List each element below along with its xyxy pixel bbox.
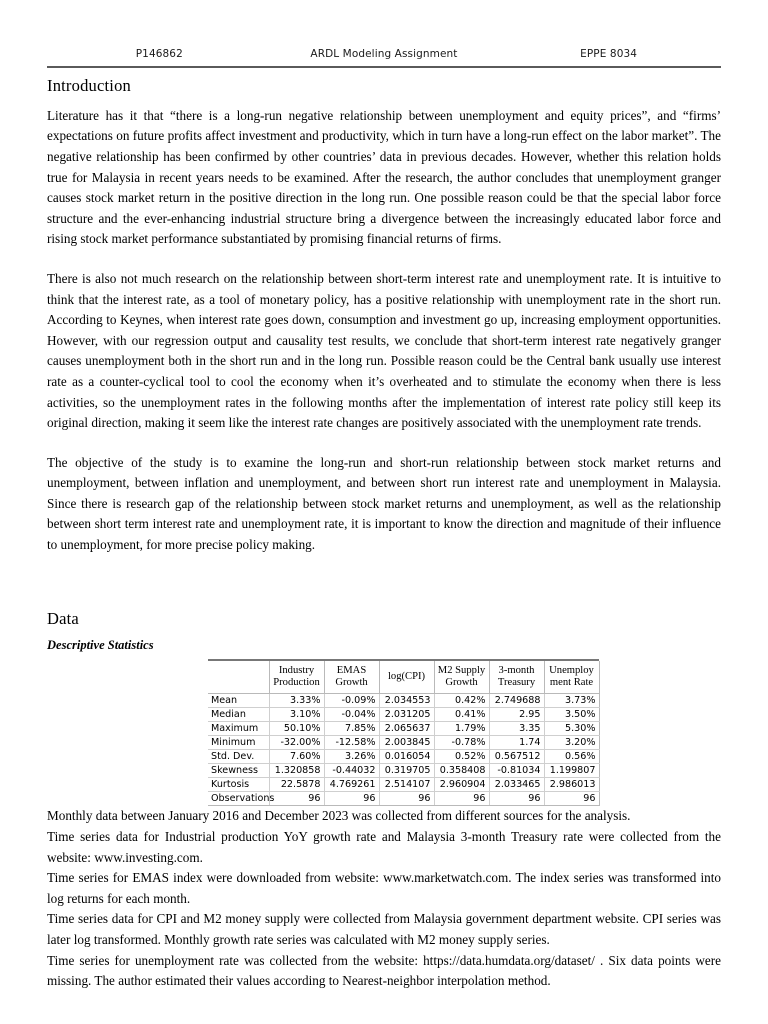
table-cell: 3.26% — [324, 750, 379, 764]
subsection-heading-descriptive-statistics: Descriptive Statistics — [47, 638, 154, 653]
row-label-minimum: Minimum — [208, 736, 269, 750]
table-cell: 2.033465 — [489, 778, 544, 792]
table-cell: 2.003845 — [379, 736, 434, 750]
column-header-industry-production: Industry Production — [269, 661, 324, 694]
table-cell: 0.52% — [434, 750, 489, 764]
column-header-log-cpi: log(CPI) — [379, 661, 434, 694]
table-cell: 3.20% — [544, 736, 599, 750]
table-header-row — [208, 661, 599, 694]
header-course-code: EPPE 8034 — [580, 48, 638, 60]
document-body — [47, 76, 721, 992]
column-header-unemployment-rate: Unemploy ment Rate — [544, 661, 599, 694]
table-cell: 0.42% — [434, 694, 489, 708]
data-note-5: Time series for unemployment rate was collected from the website: https://data.humdata.org/dataset/ . Six data points were missing. The author estimated their values according to Nearest-neighbor interpolation method. — [47, 952, 721, 989]
row-label-median: Median — [208, 708, 269, 722]
table-cell: -0.44032 — [324, 764, 379, 778]
row-label-kurtosis: Kurtosis — [208, 778, 269, 792]
table-cell: 96 — [544, 792, 599, 806]
table-cell: 96 — [489, 792, 544, 806]
data-note-2: Time series data for Industrial production YoY growth rate and Malaysia 3-month Treasury rate were collected from the website: www.investing.com. — [47, 829, 721, 865]
table-cell: 2.514107 — [379, 778, 434, 792]
table-row — [208, 750, 599, 764]
table-cell: 2.95 — [489, 708, 544, 722]
table-cell: 2.749688 — [489, 694, 544, 708]
table-cell: 2.960904 — [434, 778, 489, 792]
table-cell: 3.33% — [269, 694, 324, 708]
data-note-1: Monthly data between January 2016 and December 2023 was collected from different sources for the analysis. — [47, 808, 631, 824]
introduction-paragraph-3: The objective of the study is to examine the long-run and short-run relationship between stock market returns and unemployment, between inflation and unemployment, and between short run interest rate and unemployment in Malaysia. Since there is research gap of the relationship between stock market returns and unemployment, as well as the relationship between short term interest rate and unemployment rate, it is important to know the direction and magnitude of their influence to unemployment, for more precise policy making. — [47, 454, 721, 553]
data-note-4: Time series data for CPI and M2 money supply were collected from Malaysia government department website. CPI series was later log transformed. Monthly growth rate series was calculated with M2 money supply series. — [47, 911, 721, 948]
column-header-m2-supply-growth: M2 Supply Growth — [434, 661, 489, 694]
table-cell: 7.60% — [269, 750, 324, 764]
table-cell: 0.016054 — [379, 750, 434, 764]
table-cell: -0.09% — [324, 694, 379, 708]
introduction-paragraph-1: Literature has it that “there is a long-run negative relationship between unemployment and equity prices”, and “firms’ expectations on future profits affect investment and productivity, which in turn have a long-run effect on the labor market”. The negative relationship has been confirmed by other countries’ data in previous decades. However, whether this relation holds true for Malaysia in recent years needs to be examined. After the research, the author concludes that unemployment granger causes stock market return in the positive direction in the long run. One possible reason could be that the special labor force structure and the ever-enhancing industrial structure bring a divergence between the increasingly educated labor force and rising stock market performance substantiated by promising financial returns of firms. — [47, 107, 721, 247]
table-cell: 4.769261 — [324, 778, 379, 792]
table-row — [208, 778, 599, 792]
table-cell: 50.10% — [269, 722, 324, 736]
table-cell: 3.10% — [269, 708, 324, 722]
table-cell: -0.78% — [434, 736, 489, 750]
column-header-emas-growth: EMAS Growth — [324, 661, 379, 694]
table-cell: -0.04% — [324, 708, 379, 722]
table-row — [208, 792, 599, 806]
table-cell: 2.986013 — [544, 778, 599, 792]
data-note-3: Time series for EMAS index were downloaded from website: www.marketwatch.com. The index series was transformed into log returns for each month. — [47, 870, 721, 906]
row-label-maximum: Maximum — [208, 722, 269, 736]
row-label-mean: Mean — [208, 694, 269, 708]
header-assignment-title: ARDL Modeling Assignment — [310, 48, 458, 60]
table-cell: 96 — [269, 792, 324, 806]
section-spacer — [47, 575, 721, 609]
table-cell: 0.319705 — [379, 764, 434, 778]
table-cell: 1.74 — [489, 736, 544, 750]
table-cell: 1.79% — [434, 722, 489, 736]
section-heading-introduction: Introduction — [47, 76, 131, 95]
descriptive-statistics-table — [208, 661, 600, 806]
row-label-skewness: Skewness — [208, 764, 269, 778]
table-row — [208, 694, 599, 708]
table-cell: -12.58% — [324, 736, 379, 750]
table-cell: 0.358408 — [434, 764, 489, 778]
table-cell: 7.85% — [324, 722, 379, 736]
table-cell: 2.065637 — [379, 722, 434, 736]
header-student-id: P146862 — [135, 48, 183, 60]
table-row — [208, 736, 599, 750]
table-cell: 1.320858 — [269, 764, 324, 778]
table-cell: 5.30% — [544, 722, 599, 736]
table-cell: 0.41% — [434, 708, 489, 722]
table-cell: 3.73% — [544, 694, 599, 708]
introduction-paragraph-2: There is also not much research on the relationship between short-term interest rate and unemployment rate. It is intuitive to think that the interest rate, as a tool of monetary policy, has a positive relationship with unemployment rate in the short run. According to Keynes, when interest rate goes down, consumption and investment go up, increasing employment opportunities. However, with our regression output and causality test results, we conclude that short-term interest rate negatively granger causes unemployment both in the short run and in the long run. Possible reason could be the Central bank usually use interest rate as a counter-cyclical tool to cool the economy when it’s overheated and to stimulate the economy when there is less activities, so the unemployment rates in the following months after the implementation of interest rate policy still keep its original direction, making it seem like the interest rate changes are positively associated with the unemployment rate trends. — [47, 270, 721, 431]
table-cell: 96 — [434, 792, 489, 806]
table-cell: 1.199807 — [544, 764, 599, 778]
table-cell: 3.50% — [544, 708, 599, 722]
header-divider — [47, 66, 721, 68]
table-corner-cell — [208, 661, 269, 694]
descriptive-statistics-table-wrapper — [208, 661, 599, 806]
table-cell: 0.567512 — [489, 750, 544, 764]
table-cell: 2.034553 — [379, 694, 434, 708]
table-cell: 0.56% — [544, 750, 599, 764]
table-header — [208, 661, 599, 694]
table-cell: -0.81034 — [489, 764, 544, 778]
table-cell: -32.00% — [269, 736, 324, 750]
row-label-observations: Observations — [208, 792, 269, 806]
table-body — [208, 694, 599, 806]
table-cell: 96 — [379, 792, 434, 806]
table-row — [208, 722, 599, 736]
table-cell: 3.35 — [489, 722, 544, 736]
table-cell: 22.5878 — [269, 778, 324, 792]
table-row — [208, 764, 599, 778]
running-header — [47, 48, 721, 60]
table-row — [208, 708, 599, 722]
row-label-std-dev: Std. Dev. — [208, 750, 269, 764]
section-heading-data: Data — [47, 608, 79, 628]
table-cell: 2.031205 — [379, 708, 434, 722]
table-cell: 96 — [324, 792, 379, 806]
column-header-3-month-treasury: 3-month Treasury — [489, 661, 544, 694]
